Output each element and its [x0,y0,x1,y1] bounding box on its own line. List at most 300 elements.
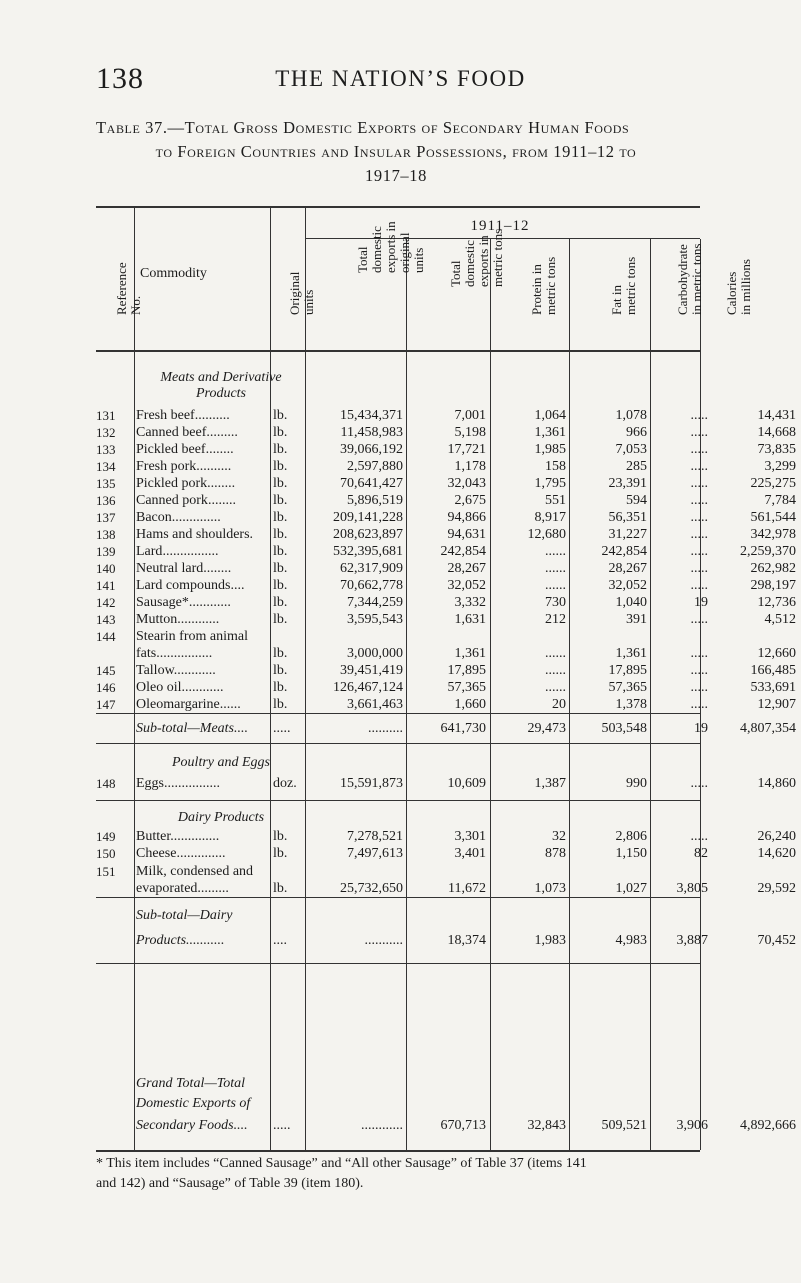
header-carbohydrate [651,238,704,343]
dot-leader: .......... [194,408,230,423]
fat-cell: 391 [626,612,647,627]
metric-tons-cell: 10,609 [447,776,486,791]
subtotal-label: Sub-total—Dairy [136,908,233,923]
unit-cell: lb. [273,561,288,576]
table-row [96,879,796,899]
dot-leader: ........ [205,442,234,457]
metric-tons-cell: 3,332 [454,595,486,610]
total-units-cell: 209,141,228 [333,510,403,525]
protein-cell: 32,843 [527,1118,566,1133]
unit-cell: lb. [273,510,288,525]
carbohydrate-cell: ..... [690,544,708,559]
dot-leader: ............ [181,680,224,695]
carbohydrate-cell: 3,887 [676,933,708,948]
metric-tons-cell: 17,895 [447,663,486,678]
ref-cell: 134 [96,459,116,474]
protein-cell: 158 [545,459,566,474]
dot-leader: ........ [207,476,236,491]
carbohydrate-cell: ..... [690,561,708,576]
carbohydrate-cell: ..... [690,680,708,695]
protein-cell: ...... [545,561,566,576]
subtotal-label: Products [136,933,187,948]
metric-tons-cell: 242,854 [440,544,486,559]
ref-cell: 131 [96,408,116,423]
calories-cell: 4,512 [764,612,796,627]
fat-cell: 28,267 [608,561,647,576]
unit-cell: lb. [273,442,288,457]
carbohydrate-cell: ..... [690,493,708,508]
subtotal-meats-row [96,719,796,739]
commodity-name: Canned pork [136,493,208,508]
header-text: domestic [369,226,384,273]
ref-cell: 146 [96,680,116,695]
carbohydrate-cell: 19 [694,721,708,736]
metric-tons-cell: 1,361 [454,646,486,661]
commodity-name: Lard [136,544,163,559]
unit-cell: lb. [273,680,288,695]
protein-cell: ...... [545,663,566,678]
protein-cell: 730 [545,595,566,610]
page-number: 138 [96,62,144,95]
unit-cell: lb. [273,595,288,610]
dot-leader: ........ [203,561,232,576]
unit-cell: ..... [273,721,291,736]
ref-cell: 143 [96,612,116,627]
commodity-name: Stearin from animal [136,629,248,644]
calories-cell: 3,299 [764,459,796,474]
total-units-cell: 11,458,983 [340,425,403,440]
carbohydrate-cell: 19 [694,595,708,610]
header-text: Original [287,271,302,315]
ref-cell: 137 [96,510,116,525]
metric-tons-cell: 7,001 [454,408,486,423]
commodity-name: Hams and shoulders. [136,527,254,542]
commodity-cell [136,719,268,739]
carbohydrate-cell: ..... [690,476,708,491]
dot-leader: ............ [173,663,216,678]
eggs-row [96,774,796,794]
header-text: Carbohydrate [674,244,690,315]
protein-cell: ...... [545,646,566,661]
carbohydrate-cell: 82 [694,846,708,862]
section-heading-meats [146,370,296,402]
protein-cell: 20 [552,697,566,712]
fat-cell: 31,227 [608,527,647,542]
fat-cell: 7,053 [615,442,647,457]
calories-cell: 14,668 [757,425,796,440]
total-units-cell: 208,623,897 [333,527,403,542]
commodity-name: Tallow [136,663,174,678]
commodity-name: Fresh pork [136,459,197,474]
calories-cell: 561,544 [750,510,796,525]
grand-total-label: Grand Total—Total [136,1076,246,1091]
commodity-cell [136,1116,268,1136]
total-units-cell: 25,732,650 [340,880,403,896]
dot-leader: ......... [206,425,238,440]
commodity-name: Canned beef [136,425,207,440]
dot-leader: ............ [188,595,231,610]
header-text: metric tons [489,228,505,287]
calories-cell: 12,736 [757,595,796,610]
section-heading-text: Meats and Derivative [160,370,282,385]
commodity-name: Oleomargarine [136,697,220,712]
header-original-units [271,238,316,343]
unit-cell: lb. [273,493,288,508]
commodity-name: Milk, condensed and [136,863,254,879]
unit-cell: doz. [273,776,297,791]
dot-leader: .... [234,721,248,736]
running-head [0,62,801,102]
footnote-line-1: * This item includes “Canned Sausage” and “All other Sausage” of Table 37 (items 141 [96,1156,587,1171]
unit-cell: lb. [273,459,288,474]
total-units-cell: 3,661,463 [347,697,403,712]
protein-cell: 29,473 [527,721,566,736]
total-units-cell: ............ [361,1118,403,1133]
metric-tons-cell: 5,198 [454,425,486,440]
metric-tons-cell: 18,374 [447,933,486,948]
total-units-cell: 7,497,613 [347,846,403,862]
protein-cell: 8,917 [534,510,566,525]
metric-tons-cell: 1,178 [454,459,486,474]
header-calories [700,238,753,343]
carbohydrate-cell: ..... [690,527,708,542]
rule-subtotal-dairy-bottom [96,963,700,964]
fat-cell: 509,521 [601,1118,647,1133]
dot-leader: .... [230,578,245,593]
subtotal-label: Sub-total—Meats [136,721,234,736]
subtotal-dairy-row [96,906,796,960]
ref-cell: 148 [96,776,116,791]
total-units-cell: 15,434,371 [340,408,403,423]
header-text: No. [128,295,143,315]
calories-cell: 342,978 [750,527,796,542]
metric-tons-cell: 3,401 [454,846,486,862]
total-units-cell: 532,395,681 [333,544,403,559]
metric-tons-cell: 32,043 [447,476,486,491]
commodity-name: Pickled beef [136,442,206,457]
header-text: units [301,289,316,315]
header-total-metric-tons [407,228,505,343]
commodity-name: evaporated [136,880,198,896]
dot-leader: ...... [219,697,241,712]
calories-cell: 533,691 [750,680,796,695]
section-heading-poultry: Poultry and Eggs [172,755,270,770]
commodity-name: Sausage* [136,595,189,610]
metric-tons-cell: 11,672 [448,880,486,896]
carbohydrate-cell: ..... [690,646,708,661]
commodity-name: Pickled pork [136,476,208,491]
rule-eggs-bottom [96,800,700,801]
commodity-name: Butter [136,829,171,844]
unit-cell: lb. [273,612,288,627]
ref-cell: 138 [96,527,116,542]
calories-cell: 70,452 [757,933,796,948]
total-units-cell: 15,591,873 [340,776,403,791]
rule-subtotal-meats-bottom [96,743,700,744]
table-title [96,116,696,188]
calories-cell: 14,620 [757,846,796,862]
metric-tons-cell: 3,301 [454,829,486,844]
header-protein [491,238,569,343]
carbohydrate-cell: ..... [690,442,708,457]
fat-cell: 503,548 [601,721,647,736]
unit-cell: lb. [273,697,288,712]
ref-cell: 147 [96,697,116,712]
fat-cell: 1,150 [615,846,647,862]
calories-cell: 4,892,666 [740,1118,796,1133]
commodity-name: Fresh beef [136,408,195,423]
fat-cell: 1,361 [615,646,647,661]
fat-cell: 1,040 [615,595,647,610]
protein-cell: 1,073 [534,880,566,896]
table-row [96,695,796,715]
fat-cell: 1,378 [615,697,647,712]
carbohydrate-cell: ..... [690,697,708,712]
calories-cell: 73,835 [757,442,796,457]
metric-tons-cell: 94,631 [447,527,486,542]
ref-cell: 140 [96,561,116,576]
carbohydrate-cell: ..... [690,663,708,678]
carbohydrate-cell: 3,906 [676,1118,708,1133]
carbohydrate-cell: ..... [690,612,708,627]
table-title-line-1: Table 37.—Total Gross Domestic Exports of Secondary Human Foods [96,118,630,137]
metric-tons-cell: 57,365 [447,680,486,695]
calories-cell: 262,982 [750,561,796,576]
calories-cell: 14,860 [757,776,796,791]
unit-cell: lb. [273,578,288,593]
protein-cell: 1,983 [534,933,566,948]
carbohydrate-cell: ..... [690,459,708,474]
fat-cell: 23,391 [608,476,647,491]
protein-cell: 1,795 [534,476,566,491]
calories-cell: 14,431 [757,408,796,423]
commodity-name: Lard compounds [136,578,231,593]
commodity-name: Neutral lard [136,561,204,576]
total-units-cell: 62,317,909 [340,561,403,576]
dot-leader: .............. [170,829,220,844]
dot-leader: ................ [162,544,219,559]
protein-cell: 551 [545,493,566,508]
header-text: Total [355,246,370,273]
total-units-cell: 70,641,427 [340,476,403,491]
header-text: Total [447,260,463,287]
unit-cell: lb. [273,880,288,896]
total-units-cell: 5,896,519 [347,493,403,508]
calories-cell: 225,275 [750,476,796,491]
table-title-line-2: to Foreign Countries and Insular Possessions, from 1911–12 to [155,142,637,161]
ref-cell: 139 [96,544,116,559]
fat-cell: 990 [626,776,647,791]
unit-cell: lb. [273,476,288,491]
grand-total-label: Domestic Exports of [136,1096,251,1111]
dot-leader: .............. [171,510,221,525]
ref-cell: 135 [96,476,116,491]
metric-tons-cell: 32,052 [447,578,486,593]
commodity-name: Mutton [136,612,178,627]
protein-cell: 1,361 [534,425,566,440]
calories-cell: 4,807,354 [740,721,796,736]
carbohydrate-cell: ..... [690,510,708,525]
ref-cell: 141 [96,578,116,593]
calories-cell: 26,240 [757,829,796,844]
calories-cell: 29,592 [757,880,796,896]
header-text: in millions [738,259,753,315]
total-units-cell: 3,595,543 [347,612,403,627]
header-text: units [411,247,426,273]
carbohydrate-cell: ..... [690,578,708,593]
dot-leader: ........... [186,933,225,948]
total-units-cell: 7,278,521 [347,829,403,844]
header-text: Reference [114,262,129,315]
metric-tons-cell: 28,267 [447,561,486,576]
ref-cell: 150 [96,846,116,862]
metric-tons-cell: 670,713 [440,1118,486,1133]
calories-cell: 166,485 [750,663,796,678]
dot-leader: .......... [196,459,232,474]
unit-cell: ..... [273,1118,291,1133]
header-text: Calories [724,271,739,315]
commodity-name: Eggs [136,776,164,791]
table-title-line-3: 1917–18 [365,166,427,185]
commodity-name: Oleo oil [136,680,182,695]
rule-table-bottom [96,1150,700,1152]
header-text: exports in [475,235,491,287]
protein-cell: 212 [545,612,566,627]
header-text: metric tons [623,256,638,315]
total-units-cell: 39,066,192 [340,442,403,457]
commodity-cell [136,774,268,794]
ref-cell: 145 [96,663,116,678]
calories-cell: 12,660 [757,646,796,661]
ref-cell: 132 [96,425,116,440]
grand-total-label: Secondary Foods [136,1118,234,1133]
header-text: in metric tons [688,243,704,315]
commodity-cell [136,695,268,715]
dot-leader: ........ [207,493,236,508]
protein-cell: 1,985 [534,442,566,457]
header-text: Fat in [609,285,624,315]
carbohydrate-cell: ..... [690,829,708,844]
ref-cell: 133 [96,442,116,457]
fat-cell: 966 [626,425,647,440]
total-units-cell: ........... [364,933,403,948]
carbohydrate-cell: 3,805 [676,880,708,896]
unit-cell: .... [273,933,287,948]
fat-cell: 242,854 [601,544,647,559]
commodity-name: Bacon [136,510,172,525]
carbohydrate-cell: ..... [690,425,708,440]
total-units-cell: 7,344,259 [347,595,403,610]
metric-tons-cell: 94,866 [447,510,486,525]
fat-cell: 2,806 [615,829,647,844]
ref-cell: 142 [96,595,116,610]
header-text: Protein in [529,264,544,315]
unit-cell: lb. [273,663,288,678]
header-total-original-units [306,221,426,343]
footnote-line-2: and 142) and “Sausage” of Table 39 (item 180). [96,1176,364,1191]
dot-leader: ................ [156,646,213,661]
protein-cell: 32 [552,829,566,844]
commodity-cell [136,931,268,951]
total-units-cell: .......... [368,721,403,736]
metric-tons-cell: 641,730 [440,721,486,736]
protein-cell: 1,064 [534,408,566,423]
protein-cell: ...... [545,578,566,593]
year-header: 1911–12 [470,218,530,234]
protein-cell: ...... [545,680,566,695]
metric-tons-cell: 1,631 [454,612,486,627]
footnote [96,1154,700,1194]
header-text: original [397,232,412,273]
ref-cell: 151 [96,863,116,879]
commodity-name: fats [136,646,157,661]
commodity-name: Cheese [136,846,177,862]
fat-cell: 285 [626,459,647,474]
ref-cell: 144 [96,629,116,644]
fat-cell: 1,078 [615,408,647,423]
fat-cell: 57,365 [608,680,647,695]
ref-cell: 149 [96,829,116,844]
carbohydrate-cell: ..... [690,776,708,791]
unit-cell: lb. [273,408,288,423]
header-text: exports in [383,221,398,273]
fat-cell: 1,027 [615,880,647,896]
total-units-cell: 39,451,419 [340,663,403,678]
metric-tons-cell: 2,675 [454,493,486,508]
dot-leader: ......... [197,880,229,896]
header-commodity: Commodity [140,266,207,281]
metric-tons-cell: 1,660 [454,697,486,712]
unit-cell: lb. [273,544,288,559]
dot-leader: .... [233,1118,248,1133]
section-heading-dairy: Dairy Products [177,810,265,825]
total-units-cell: 2,597,880 [347,459,403,474]
header-fat [570,238,650,343]
commodity-cell [136,879,268,899]
grand-total-row [96,1074,796,1146]
total-units-cell: 126,467,124 [333,680,403,695]
header-reference-no [96,238,143,343]
dot-leader: .............. [176,846,226,862]
header-text: metric tons [543,256,558,315]
calories-cell: 298,197 [750,578,796,593]
fat-cell: 56,351 [608,510,647,525]
protein-cell: 1,387 [534,776,566,791]
unit-cell: lb. [273,527,288,542]
carbohydrate-cell: ..... [690,408,708,423]
total-units-cell: 3,000,000 [347,646,403,661]
rule-top [96,206,700,208]
fat-cell: 17,895 [608,663,647,678]
unit-cell: lb. [273,425,288,440]
dot-leader: ................ [164,776,220,791]
calories-cell: 2,259,370 [740,544,796,559]
protein-cell: 12,680 [527,527,566,542]
header-text: domestic [461,240,477,287]
unit-cell: lb. [273,846,288,862]
protein-cell: ...... [545,544,566,559]
ref-cell: 136 [96,493,116,508]
fat-cell: 4,983 [615,933,647,948]
dot-leader: ............ [177,612,220,627]
section-heading-text: Products [195,386,247,401]
running-title: THE NATION’S FOOD [275,66,526,91]
rule-header-bottom [96,350,700,352]
calories-cell: 12,907 [757,697,796,712]
calories-cell: 7,784 [764,493,796,508]
unit-cell: lb. [273,829,288,844]
metric-tons-cell: 17,721 [447,442,486,457]
